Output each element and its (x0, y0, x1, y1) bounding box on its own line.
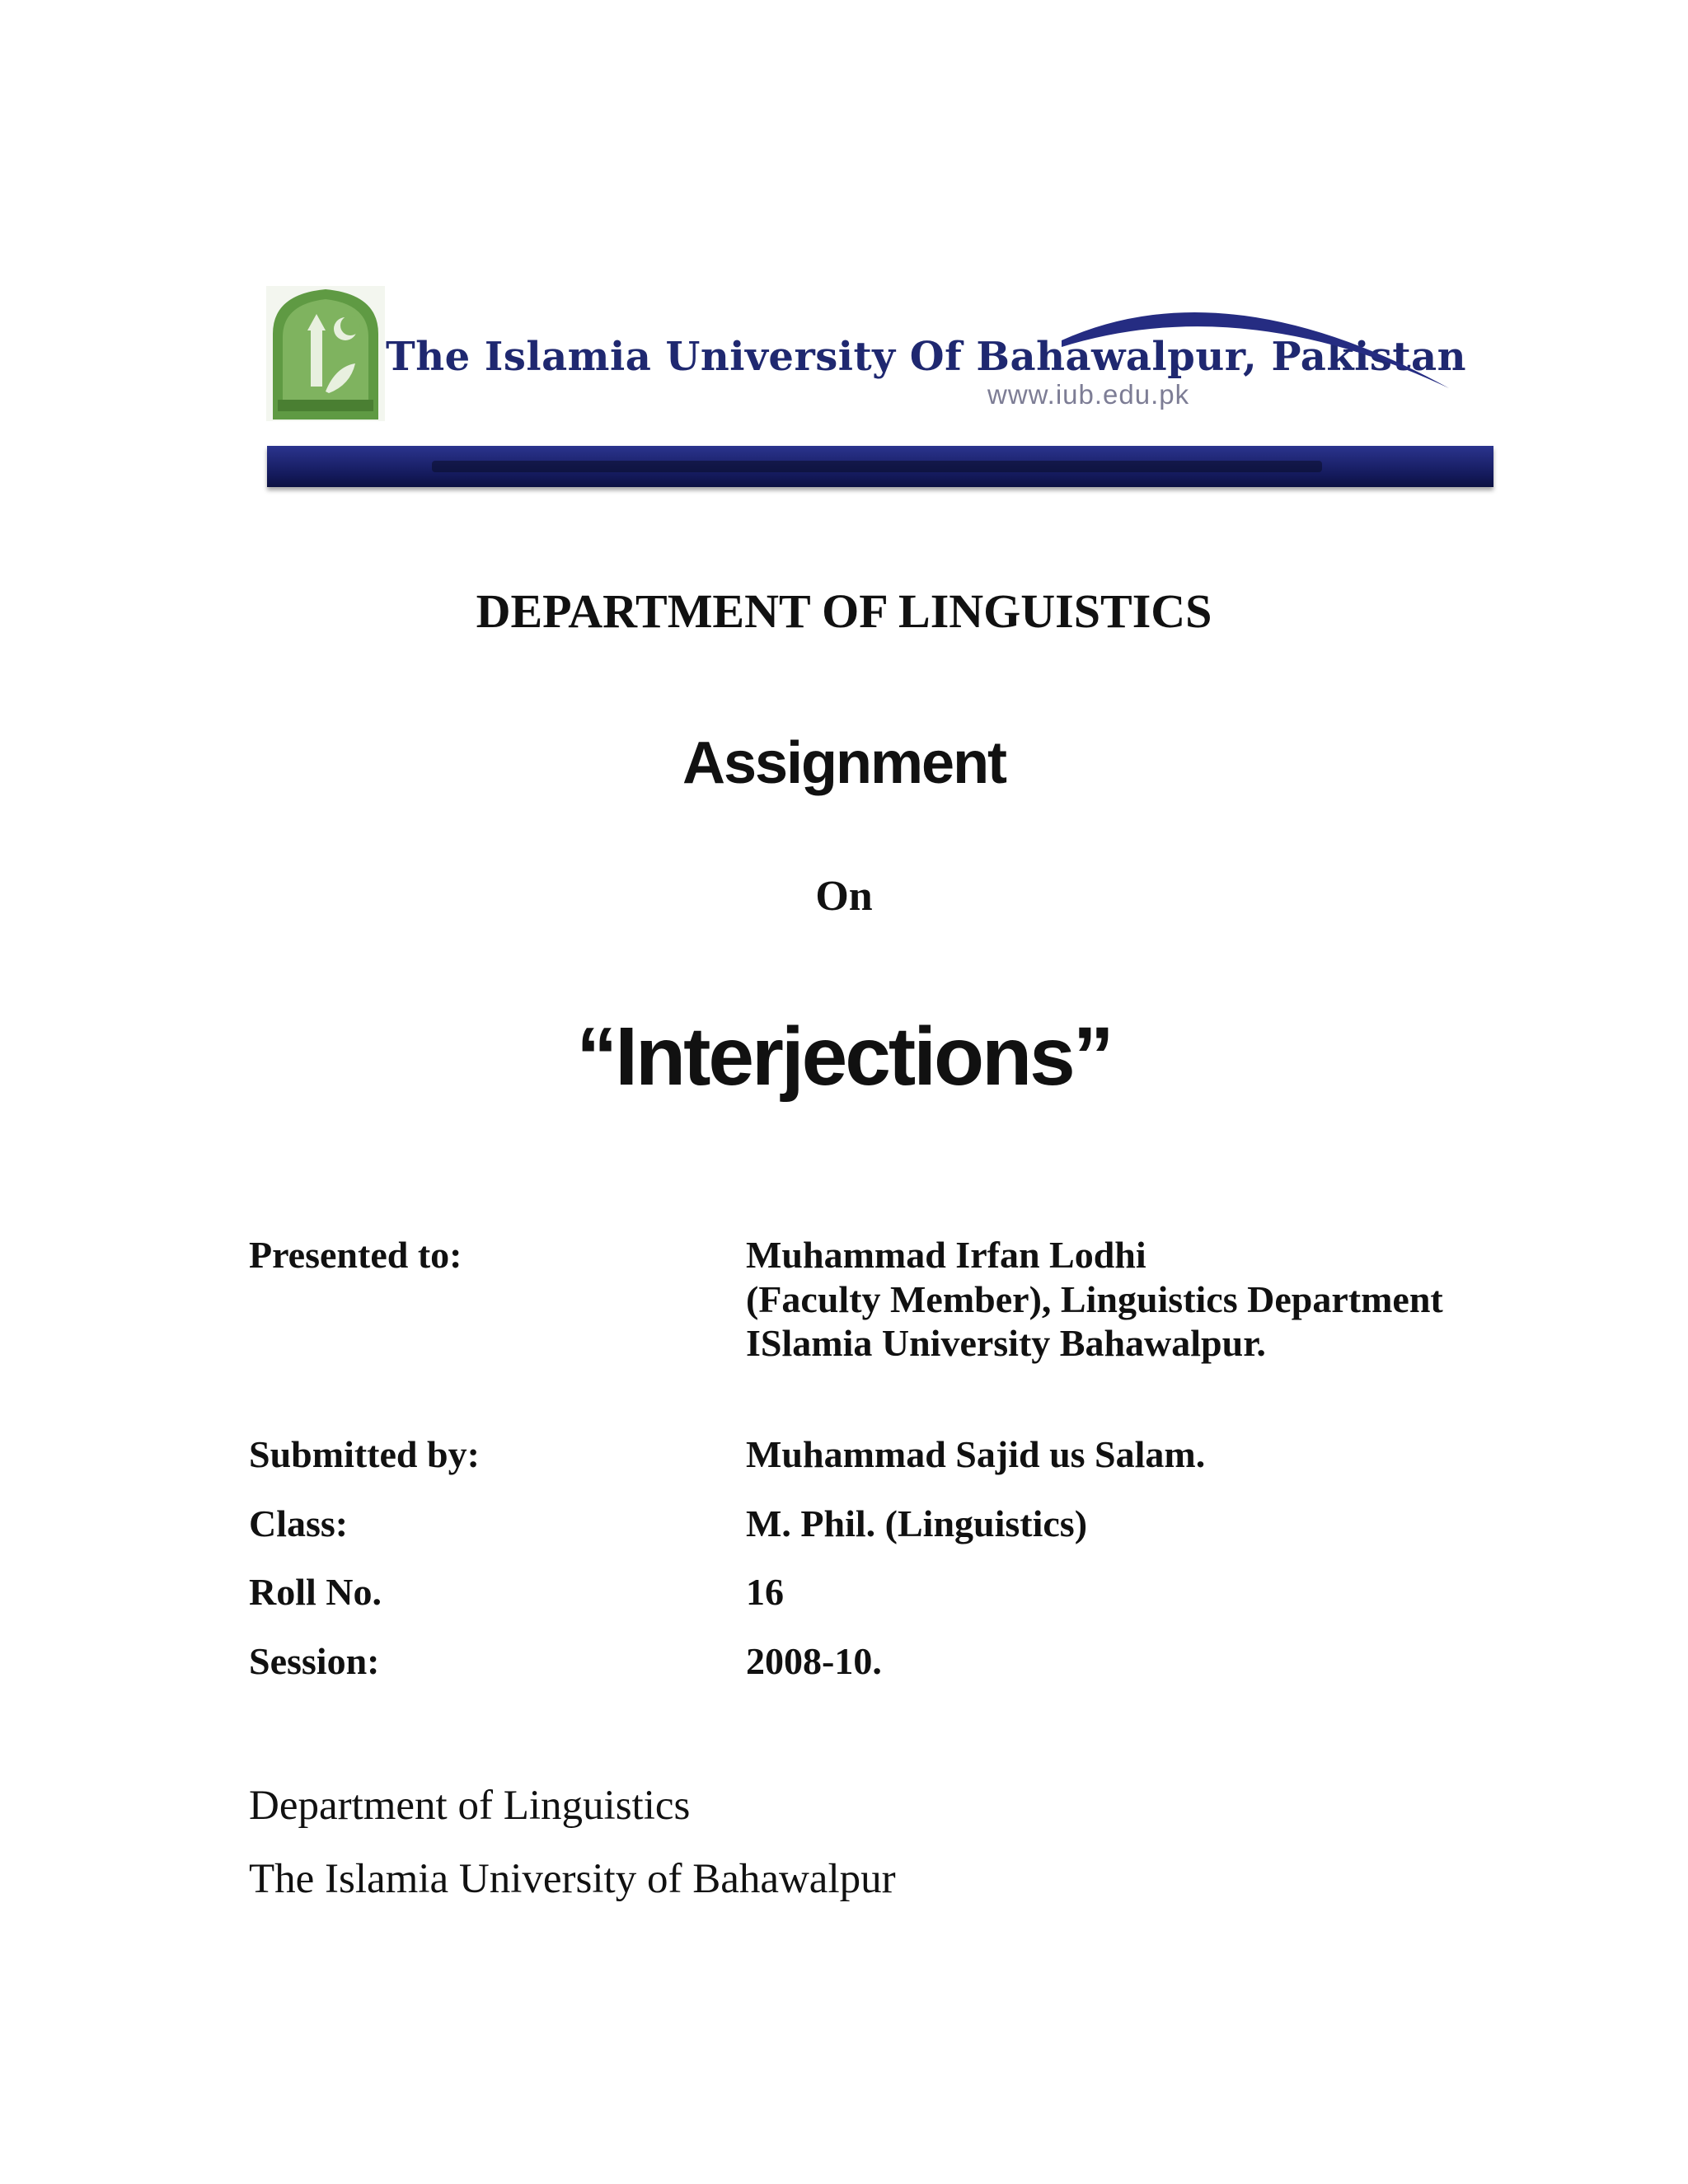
university-emblem-icon (265, 284, 387, 423)
presented-to-role: (Faculty Member), Linguistics Department (746, 1278, 1443, 1320)
roll-number-value: 16 (746, 1571, 784, 1613)
footer-department: Department of Linguistics (249, 1783, 691, 1829)
submitted-by-value: Muhammad Sajid us Salam. (746, 1433, 1206, 1475)
presented-to-name: Muhammad Irfan Lodhi (746, 1234, 1146, 1276)
department-heading: DEPARTMENT OF LINGUISTICS (476, 584, 1212, 638)
class-label: Class: (249, 1502, 349, 1544)
roll-number-label: Roll No. (249, 1571, 382, 1613)
university-banner (262, 276, 1494, 494)
assignment-heading: Assignment (682, 730, 1006, 796)
presented-to-institution: ISlamia University Bahawalpur. (746, 1322, 1266, 1364)
footer-university: The Islamia University of Bahawalpur (249, 1856, 896, 1902)
university-name: The Islamia University Of Bahawalpur, Pakistan (386, 334, 1467, 380)
session-label: Session: (249, 1640, 380, 1682)
on-label: On (815, 873, 873, 920)
presented-to-label: Presented to: (249, 1234, 462, 1276)
university-website: www.iub.edu.pk (987, 379, 1190, 410)
session-value: 2008-10. (746, 1640, 882, 1682)
submitted-by-label: Submitted by: (249, 1433, 480, 1475)
assignment-topic: “Interjections” (576, 1010, 1112, 1103)
banner-stripe (267, 446, 1493, 487)
banner-arc-decoration (1062, 283, 1457, 390)
class-value: M. Phil. (Linguistics) (746, 1502, 1088, 1544)
